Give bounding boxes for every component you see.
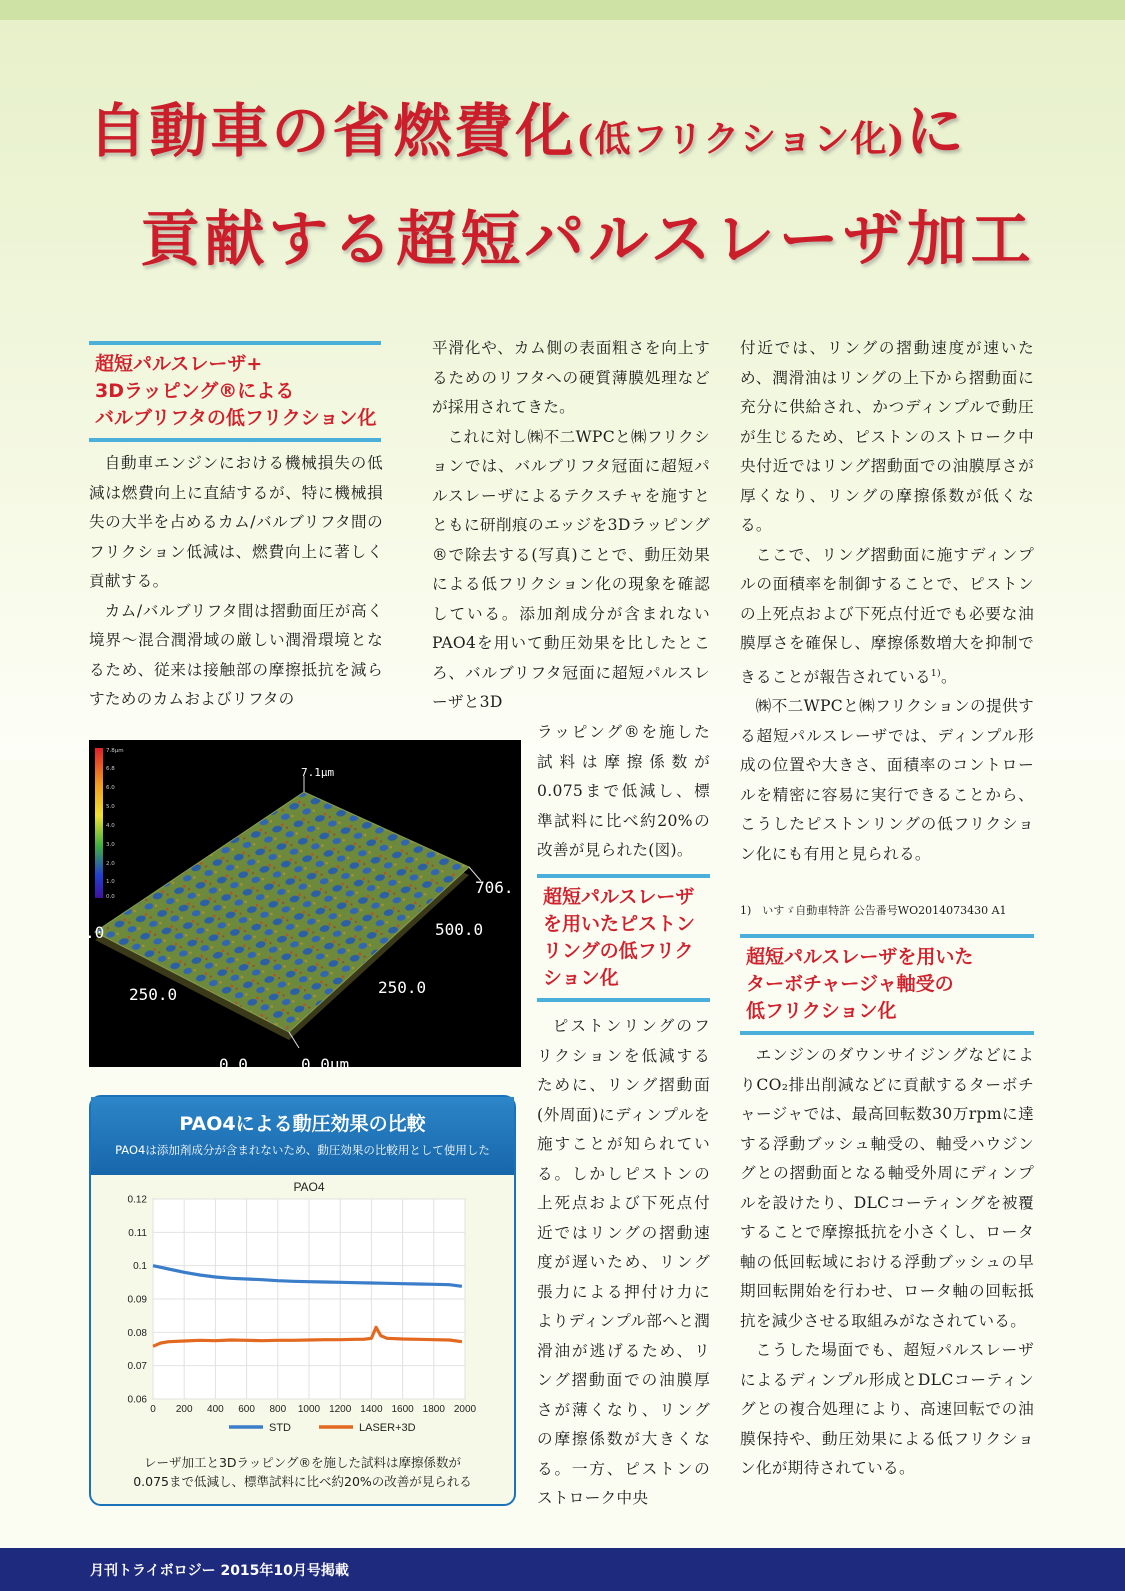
x-tick-label: 1800 <box>422 1404 445 1415</box>
scale-label: 6.8 <box>106 766 115 772</box>
x-tick-label: 1600 <box>391 1404 414 1415</box>
surface-profile-photo <box>85 740 521 1074</box>
paragraph: ラッピング®を施した試料は摩擦係数が0.075まで低減し、標準試料に比べ約20%の改善が見られた(図)。 <box>537 723 710 859</box>
footer-credit: 月刊トライボロジー 2015年10月号掲載 <box>90 1563 349 1579</box>
axis-label: .0 <box>85 923 105 942</box>
paragraph: ここで、リング摺動面に施すディンプルの面積率を制御することで、ピストンの上死点および下死点付近でも必要な油膜厚さを確保し、摩擦係数増大を抑制できることが報告されている$^{1)}$。 <box>740 545 1034 686</box>
axis-label: 250.0 <box>129 985 178 1004</box>
scale-label: 0.0 <box>106 894 115 900</box>
scale-label: 7.8µm <box>106 748 124 754</box>
chart-panel-heading: PAO4による動圧効果の比較 <box>179 1113 426 1135</box>
x-tick-label: 400 <box>207 1404 224 1415</box>
chart-panel <box>89 1095 516 1506</box>
body-column-2 <box>432 334 710 718</box>
chart-title: PAO4 <box>293 1180 325 1194</box>
section-heading-turbocharger: 超短パルスレーザを用いた ターボチャージャ軸受の 低フリクション化 <box>740 934 1034 1035</box>
page-title-line1: 自動車の省燃費化(低フリクション化)に <box>88 97 967 165</box>
surface-profile-graphic <box>85 740 521 1074</box>
x-tick-label: 0 <box>150 1404 156 1415</box>
axis-label: 250.0 <box>378 978 427 997</box>
x-tick-label: 2000 <box>453 1404 477 1415</box>
y-tick-label: 0.07 <box>127 1361 147 1373</box>
paragraph: ㈱不二WPCと㈱フリクションの提供する超短パルスレーザでは、ディンプル形成の位置や大きさ、面積率のコントロールを精密に容易に実行できることから、こうしたピストンリングの低フリクション化にも有用と見られる。 <box>740 697 1034 863</box>
scale-label: 1.0 <box>106 879 115 885</box>
legend-label: STD <box>269 1422 291 1434</box>
peak-height-label: 7.1µm <box>301 766 335 779</box>
axis-label: 706. <box>475 878 514 897</box>
body-column-3 <box>537 1012 710 1514</box>
legend-label: LASER+3D <box>359 1422 416 1434</box>
y-tick-label: 0.12 <box>127 1194 147 1206</box>
y-tick-label: 0.1 <box>133 1261 147 1273</box>
y-tick-label: 0.09 <box>127 1294 147 1306</box>
top-band <box>0 0 1125 20</box>
paragraph: エンジンのダウンサイジングなどによりCO₂排出削減などに貢献するターボチャージャでは、最高回転数30万rpmに達する浮動ブッシュ軸受の、軸受ハウジングとの摺動面となる軸受外周にディンプルを設けたり、DLCコーティングを被覆することで摩擦抵抗を小さくし、ロータ軸の低回転域における浮動ブッシュの早期回転開始を行わせ、ロータ軸の回転抵抗を減少させる取組みがなされている。 <box>740 1046 1034 1330</box>
body-column-5 <box>740 1041 1034 1484</box>
paragraph: 付近では、リングの摺動速度が速いため、潤滑油はリングの上下から摺動面に充分に供給され、かつディンプルで動圧が生じるため、ピストンのストローク中央付近ではリング摺動面での油膜厚さが厚くなり、リングの摩擦係数が低くなる。 <box>740 339 1034 534</box>
y-tick-label: 0.11 <box>128 1227 147 1239</box>
section-heading-valve-lifter: 超短パルスレーザ+ 3Dラッピング®による バルブリフタの低フリクション化 <box>89 341 381 442</box>
x-tick-label: 800 <box>269 1404 287 1415</box>
scale-label: 3.0 <box>106 842 115 848</box>
axis-label: 500.0 <box>435 920 484 939</box>
x-tick-label: 600 <box>238 1404 255 1415</box>
y-tick-label: 0.06 <box>127 1394 147 1406</box>
paragraph: ピストンリングのフリクションを低減するために、リング摺動面(外周面)にディンプルを施すことが知られている。しかしピストンの上死点および下死点付近ではリングの摺動速度が遅いため、リング張力による押付け力によりディンプル部へと潤滑油が逃げるため、リング摺動面での油膜厚さが薄くなり、リングの摩擦係数が大きくなる。一方、ピストンのストローク中央 <box>537 1017 710 1507</box>
paragraph: カム/バルブリフタ間は摺動面圧が高く境界〜混合潤滑域の厳しい潤滑環境となるため、従来は接触部の摩擦抵抗を減らすためのカムおよびリフタの <box>89 601 383 708</box>
scale-label: 6.0 <box>106 785 115 791</box>
body-column-1 <box>89 449 383 715</box>
scale-label: 2.0 <box>106 861 115 867</box>
color-scale-bar <box>95 748 103 898</box>
friction-line-chart <box>99 1179 507 1441</box>
reference-note: 1) いすゞ自動車特許 公告番号WO2014073430 A1 <box>740 904 1007 917</box>
paragraph: 平滑化や、カム側の表面粗さを向上するためのリフタへの硬質薄膜処理などが採用されてきた。 <box>432 339 710 416</box>
page-title-line2: 貢献する超短パルスレーザ加工 <box>140 205 1035 275</box>
x-tick-label: 1000 <box>297 1404 321 1415</box>
section-heading-piston-ring: 超短パルスレーザ を用いたピストン リングの低フリク ション化 <box>537 874 710 1002</box>
x-tick-label: 1200 <box>329 1404 352 1415</box>
paragraph: こうした場面でも、超短パルスレーザによるディンプル形成とDLCコーティングとの複合処理により、高速回転での油膜保持や、動圧効果による低フリクション化が期待されている。 <box>740 1341 1034 1477</box>
scale-label: 4.0 <box>106 823 115 829</box>
x-tick-label: 1400 <box>360 1404 383 1415</box>
paragraph: これに対し㈱不二WPCと㈱フリクションでは、バルブリフタ冠面に超短パルスレーザによるテクスチャを施すとともに研削痕のエッジを3Dラッピング®で除去する(写真)ことで、動圧効果による低フリクション化の現象を確認している。添加剤成分が含まれないPAO4を用いて動圧効果を比したところ、バルブリフタ冠面に超短パルスレーザと3D <box>432 427 710 711</box>
footer-bar <box>0 1548 1125 1591</box>
paragraph: 自動車エンジンにおける機械損失の低減は燃費向上に直結するが、特に機械損失の大半を占めるカム/バルブリフタ間のフリクション低減は、燃費向上に著しく貢献する。 <box>89 454 383 590</box>
body-column-2b <box>537 718 710 866</box>
scale-label: 5.0 <box>106 804 115 810</box>
body-column-4 <box>740 334 1034 869</box>
x-tick-label: 200 <box>175 1404 193 1415</box>
y-tick-label: 0.08 <box>127 1327 147 1339</box>
axis-label: 0.0µm <box>301 1055 350 1074</box>
axis-label: 0.0 <box>219 1055 248 1074</box>
chart-caption: レーザ加工と3Dラッピング®を施した試料は摩擦係数が 0.075まで低減し、標準試料に比べ約20%の改善が見られる <box>133 1455 472 1489</box>
chart-panel-header <box>91 1097 514 1175</box>
chart-panel-subheading: PAO4は添加剤成分が含まれないため、動圧効果の比較用として使用した <box>115 1143 490 1157</box>
